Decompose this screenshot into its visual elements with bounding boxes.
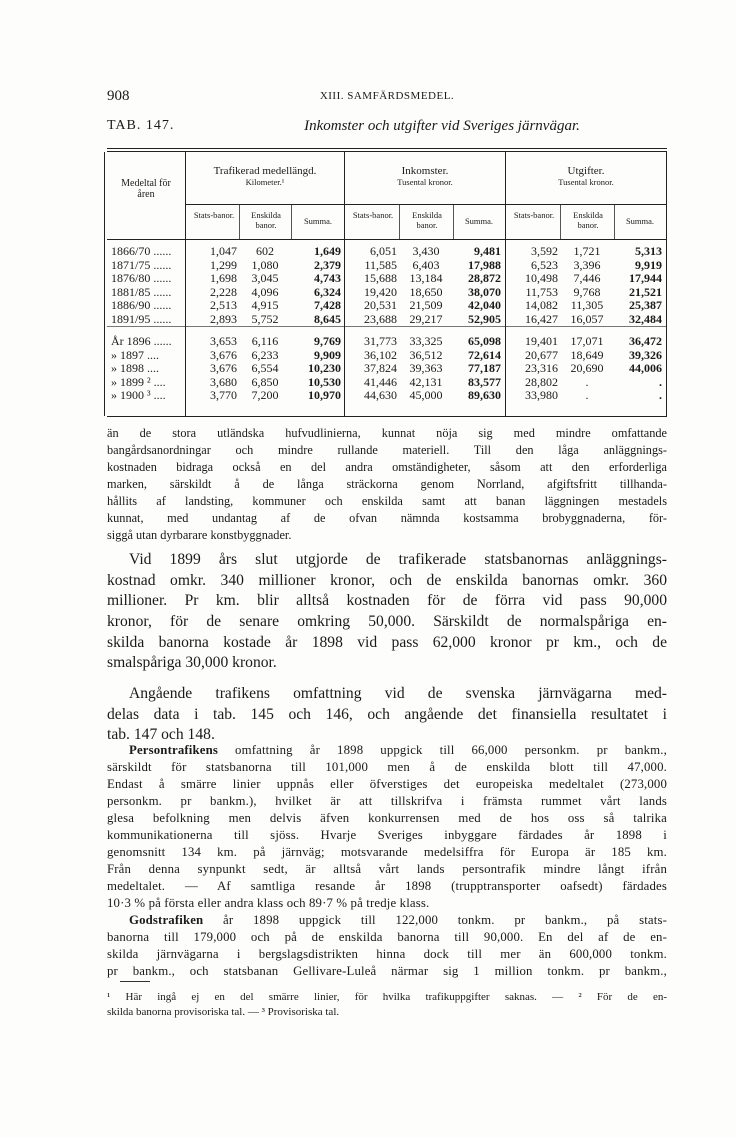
period-row-cell: 6,051 (370, 244, 397, 258)
text-line (107, 912, 667, 929)
text-line: kunnat, med undantag af de ofvan nämnda kostsamma brobyggnaderna, för- (107, 511, 667, 525)
year-row-cell: 28,802 (525, 374, 558, 389)
year-row-cell: 9,909 (314, 347, 341, 362)
year-row-cell: 7,200 (251, 388, 279, 403)
period-row-cell: 5,313 (635, 244, 662, 258)
period-row-cell: 1,698 (210, 271, 237, 286)
period-row-cell: 11,753 (525, 284, 558, 299)
year-row-cell: . (659, 388, 662, 403)
year-row-cell: 65,098 (468, 334, 501, 348)
godstrafik-heading: Godstrafiken (129, 913, 204, 927)
year-row-cell: 37,824 (364, 361, 397, 376)
subheader-vrule (239, 205, 240, 239)
year-row-cell: 41,446 (364, 374, 397, 389)
sub-header: Summa. (625, 216, 655, 226)
year-row-cell: 3,676 (210, 361, 237, 376)
period-row-label: 1876/80 ...... (111, 271, 172, 286)
text-line: medeltalet. — Af samtliga resande år 1898 (trupptransporter oafsedt) färdades (107, 879, 667, 893)
sub-header: Stats-banor. (352, 210, 394, 220)
first-col-header-line2: åren (137, 189, 155, 200)
year-row-cell: 20,677 (525, 347, 558, 362)
period-row-cell: 13,184 (409, 271, 443, 286)
year-row-cell: 6,116 (251, 334, 279, 348)
period-row-cell: 3,592 (531, 244, 558, 258)
period-row-cell: 11,305 (570, 298, 604, 313)
year-row-cell: 20,690 (570, 361, 604, 376)
year-row-cell: 10,230 (308, 361, 341, 376)
period-row-label: 1866/70 ...... (111, 244, 172, 258)
subheader-vrule (614, 205, 615, 239)
year-row-cell: 39,363 (409, 361, 443, 376)
period-row-cell: 6,403 (412, 257, 440, 272)
vrule-right-edge (666, 152, 667, 416)
text-line: delas data i tab. 145 och 146, och angående det finansiella resultatet i (107, 705, 667, 723)
year-row-cell: 17,071 (570, 334, 604, 348)
period-row-cell: 1,080 (251, 257, 279, 272)
table-title: Inkomster och utgifter vid Sveriges järnvägar. (304, 118, 580, 134)
data-table (107, 148, 667, 416)
table-top-rule-2 (107, 151, 667, 152)
text-line: kostnad omkr. 340 millioner kronor, och de enskilda banornas omkr. 360 (107, 571, 667, 589)
period-row-cell: 6,324 (314, 284, 341, 299)
text-line: marken, särskildt å de långa sträckorna genom Norrland, afgiftsfritt tillhanda- (107, 477, 667, 491)
table-top-rule (107, 148, 667, 149)
period-row-cell: 18,650 (409, 284, 443, 299)
text-line: Från denna synpunkt sedt, är alltså vårt lands persontrafik mindre långt ifrån (107, 862, 667, 876)
group-unit: Kilometer.¹ (245, 177, 285, 187)
group-unit: Tusental kronor. (397, 177, 453, 187)
period-row-cell: 1,047 (210, 244, 237, 258)
period-row-cell: 16,427 (525, 312, 558, 326)
vrule-group2 (505, 152, 506, 416)
year-row-cell: 23,316 (525, 361, 558, 376)
vrule-left-edge (104, 152, 105, 416)
year-row-label: » 1899 ² .... (111, 374, 166, 389)
text-line: än de stora utländska hufvudlinierna, kunnat nöja sig med mindre omfattande (107, 426, 667, 440)
table-label: TAB. 147. (107, 118, 175, 133)
persontrafik-line: omfattning år 1898 uppgick till 66,000 personkm. pr bankm., (235, 743, 667, 757)
year-row-cell: 31,773 (364, 334, 397, 348)
year-row-cell: 72,614 (468, 347, 501, 362)
period-row-cell: 17,988 (468, 257, 501, 272)
text-line: tab. 147 och 148. (107, 726, 215, 744)
text-line: pr bankm., och statsbanan Gellivare-Luleå närmar sig 1 million tonkm. pr bankm., (107, 964, 667, 978)
text-line: Angående trafikens omfattning vid de svenska järnvägarna med- (129, 685, 667, 702)
period-row-cell: 3,045 (251, 271, 279, 286)
sub-header: Enskilda banor. (251, 210, 281, 230)
year-row-cell: 9,769 (314, 334, 341, 348)
group-header-income (345, 165, 505, 187)
group-unit: Tusental kronor. (558, 177, 614, 187)
year-row-cell: 18,649 (570, 347, 604, 362)
footnotes (107, 990, 667, 1020)
year-row-label: » 1900 ³ .... (111, 388, 166, 403)
paragraph-persontrafik (107, 742, 667, 912)
period-row-cell: 9,481 (474, 244, 501, 258)
text-line: banorna till 179,000 och på de enskilda banorna till 90,000. En del af de en- (107, 930, 667, 944)
year-row-cell: 6,850 (251, 374, 279, 389)
subheader-vrule (291, 205, 292, 239)
period-row-cell: 15,688 (364, 271, 397, 286)
text-line: skilda järnvägarna i bergslagsdistrikten hinna dock till mer än 600,000 tonkm. (107, 947, 667, 961)
group-title: Inkomster. (401, 165, 449, 177)
period-row-cell: 8,645 (314, 312, 341, 326)
table-bottom-rule (107, 416, 667, 417)
text-line: kronor, för de senare omkring 50,000. Särskildt de normalspåriga en- (107, 613, 667, 631)
period-row-cell: 19,420 (364, 284, 397, 299)
running-header (107, 88, 667, 106)
first-col-header-line1: Medeltal för (121, 178, 171, 189)
year-row-label: År 1896 ...... (111, 334, 172, 348)
subheader-vrule (453, 205, 454, 239)
godstrafik-line: år 1898 uppgick till 122,000 tonkm. pr bankm., på stats- (223, 913, 667, 927)
group-title: Utgifter. (567, 165, 605, 177)
year-row-cell: 77,187 (468, 361, 501, 376)
period-row-cell: 2,228 (210, 284, 237, 299)
text-line: kostnaden bidraga också en del andra omständigheter, såsom att den erforderliga (107, 460, 667, 474)
year-row-cell: 83,577 (468, 374, 501, 389)
sub-header: Stats-banor. (513, 210, 555, 220)
period-row-cell: 2,379 (314, 257, 341, 272)
year-row-cell: 33,325 (409, 334, 443, 348)
year-row-cell: 44,006 (629, 361, 662, 376)
sub-header: Summa. (464, 216, 494, 226)
period-row-cell: 38,070 (468, 284, 501, 299)
period-row-cell: 9,919 (635, 257, 662, 272)
text-line (107, 742, 667, 759)
footnote-line: skilda banorna provisoriska tal. — ³ Provisoriska tal. (107, 1006, 340, 1018)
vrule-group1 (344, 152, 345, 416)
paragraph-cost-reasons (107, 425, 667, 544)
period-row-cell: 52,905 (468, 312, 501, 326)
period-row-label: 1886/90 ...... (111, 298, 172, 313)
period-row-cell: 1,299 (210, 257, 237, 272)
year-row-cell: 3,770 (210, 388, 237, 403)
year-row-cell: 39,326 (629, 347, 662, 362)
period-row-cell: 20,531 (364, 298, 397, 313)
period-row-cell: 7,446 (573, 271, 601, 286)
vrule-label (185, 152, 186, 416)
group-title: Trafikerad medellängd. (213, 165, 317, 177)
footnote-line: ¹ Här ingå ej en del smärre linier, för hvilka trafikuppgifter saknas. — ² För de en- (107, 991, 667, 1003)
year-row-cell: 36,102 (364, 347, 397, 362)
period-row-cell: 42,040 (468, 298, 501, 313)
period-row-label: 1891/95 ...... (111, 312, 172, 326)
year-row-cell: 89,630 (468, 388, 501, 403)
page-number: 908 (107, 88, 130, 104)
paragraph-construction-cost (107, 550, 667, 674)
period-row-cell: 1,649 (314, 244, 341, 258)
year-row-cell: . (585, 374, 589, 389)
text-line: Endast å smärre linier uppnås eller öfverstiges det europeiska medeltalet (273,000 (107, 777, 667, 791)
first-col-header (107, 178, 185, 200)
period-row-cell: 1,721 (573, 244, 601, 258)
sub-header: Summa. (303, 216, 333, 226)
text-line: millioner. Pr km. blir alltså kostnaden för de förra vid pass 90,000 (107, 592, 667, 610)
text-line: Vid 1899 års slut utgjorde de trafikerade statsbanornas anläggnings- (129, 551, 667, 568)
period-row-cell: 5,752 (251, 312, 279, 326)
paragraph-traffic-reference (107, 684, 667, 746)
year-row-cell: 6,554 (251, 361, 279, 376)
period-row-cell: 21,509 (409, 298, 443, 313)
persontrafik-heading: Persontrafikens (129, 743, 218, 757)
subheader-vrule (399, 205, 400, 239)
footnote-rule (120, 981, 150, 982)
text-line: genomsnitt 134 km. på järnväg; motsvarande medelsiffra för Europa är 185 km. (107, 845, 667, 859)
year-row-cell: 19,401 (525, 334, 558, 348)
period-row-cell: 2,513 (210, 298, 237, 313)
period-row-cell: 4,915 (251, 298, 279, 313)
subheader-rule (185, 204, 667, 205)
text-line: siggå utan dyrbarare konstbyggnader. (107, 528, 292, 542)
text-line: glesa befolkning men delvis äfven konkurrensen med de hos oss så talrika (107, 811, 667, 825)
year-row-cell: 3,680 (210, 374, 237, 389)
period-row-cell: 4,743 (314, 271, 341, 286)
group-header-expenses (506, 165, 666, 187)
period-row-cell: 7,428 (314, 298, 341, 313)
text-line: personkm. pr bankm.), hvilket är att tillskrifva i främsta rummet vårt lands (107, 794, 667, 808)
year-row-cell: . (585, 388, 589, 403)
period-row-cell: 3,430 (412, 244, 440, 258)
text-line: smalspåriga 30,000 kronor. (107, 654, 277, 672)
year-row-label: » 1897 .... (111, 347, 159, 362)
period-row-cell: 21,521 (629, 284, 662, 299)
sub-header: Enskilda banor. (412, 210, 442, 230)
year-row-cell: 45,000 (409, 388, 443, 403)
period-row-cell: 16,057 (570, 312, 604, 326)
year-row-cell: 33,980 (525, 388, 558, 403)
year-row-cell: 6,233 (251, 347, 279, 362)
period-row-cell: 11,585 (364, 257, 397, 272)
period-row-cell: 17,944 (629, 271, 662, 286)
year-row-cell: 3,676 (210, 347, 237, 362)
text-line: bangårdsanordningar och mindre rullande materiell. Till den låga anläggnings- (107, 443, 667, 457)
year-row-cell: 36,472 (629, 334, 662, 348)
year-row-cell: 3,653 (210, 334, 237, 348)
text-line: 10·3 % på första eller andra klass och 89·7 % på tredje klass. (107, 896, 430, 910)
year-row-cell: 42,131 (409, 374, 443, 389)
year-row-cell: 10,530 (308, 374, 341, 389)
period-row-label: 1881/85 ...... (111, 284, 172, 299)
period-row-cell: 25,387 (629, 298, 662, 313)
year-row-cell: 10,970 (308, 388, 341, 403)
period-row-cell: 32,484 (629, 312, 662, 326)
period-row-cell: 602 (256, 244, 274, 258)
year-row-label: » 1898 .... (111, 361, 159, 376)
period-row-cell: 14,082 (525, 298, 558, 313)
period-row-label: 1871/75 ...... (111, 257, 172, 272)
text-line: kommunikationerna till sjöss. Hvarje Sveriges inbyggare färdades år 1898 i (107, 828, 667, 842)
text-line: skilda banorna kostade år 1898 vid pass 62,000 kronor pr km., och de (107, 633, 667, 651)
period-row-cell: 28,872 (468, 271, 501, 286)
group-header-length (186, 165, 344, 187)
text-line: särskildt för statsbanorna till 101,000 men å de enskilda blott till 47,000. (107, 760, 667, 774)
year-row-cell: 44,630 (364, 388, 397, 403)
period-row-cell: 3,396 (573, 257, 601, 272)
paragraph-godstrafik (107, 912, 667, 980)
text-line: hållits af landsting, kommuner och enskilda samt att banan läggningen mestadels (107, 494, 667, 508)
period-row-cell: 4,096 (251, 284, 279, 299)
period-row-cell: 10,498 (525, 271, 558, 286)
year-row-cell: . (659, 374, 662, 389)
header-bottom-rule (107, 239, 667, 240)
section-title: XIII. SAMFÄRDSMEDEL. (319, 90, 455, 102)
sub-header: Enskilda banor. (573, 210, 603, 230)
sub-header: Stats-banor. (193, 210, 235, 220)
period-row-cell: 9,768 (573, 284, 601, 299)
period-row-cell: 23,688 (364, 312, 397, 326)
period-row-cell: 29,217 (409, 312, 443, 326)
subheader-vrule (560, 205, 561, 239)
year-row-cell: 36,512 (409, 347, 443, 362)
period-row-cell: 6,523 (531, 257, 558, 272)
period-row-cell: 2,893 (210, 312, 237, 326)
